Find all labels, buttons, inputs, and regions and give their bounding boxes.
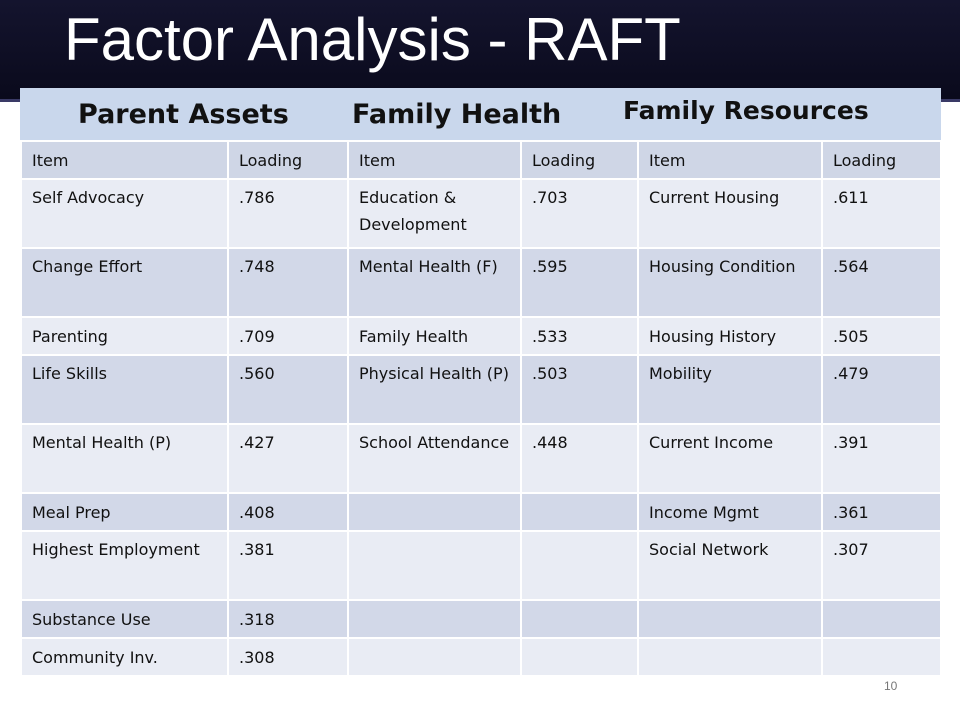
table-cell: .564 xyxy=(822,248,941,317)
column-header: Item xyxy=(21,141,228,179)
table-cell xyxy=(638,600,822,638)
factor-heading-family-resources: Family Resources xyxy=(623,96,869,125)
table-cell: .503 xyxy=(521,355,638,424)
column-header: Loading xyxy=(228,141,348,179)
table-cell: Change Effort xyxy=(21,248,228,317)
table-row xyxy=(21,493,941,531)
table-cell xyxy=(521,531,638,600)
table-cell: .408 xyxy=(228,493,348,531)
table-row xyxy=(21,600,941,638)
table-cell: Physical Health (P) xyxy=(348,355,521,424)
table-cell: Housing Condition xyxy=(638,248,822,317)
table-cell: Income Mgmt xyxy=(638,493,822,531)
factor-loadings-table xyxy=(20,140,942,677)
factor-heading-parent-assets: Parent Assets xyxy=(78,99,289,130)
table-cell: Current Income xyxy=(638,424,822,493)
factor-heading-family-health: Family Health xyxy=(352,99,562,130)
table-cell xyxy=(348,531,521,600)
column-header: Loading xyxy=(521,141,638,179)
table-cell: .361 xyxy=(822,493,941,531)
table-cell: Self Advocacy xyxy=(21,179,228,248)
table-row xyxy=(21,531,941,600)
table-cell: Current Housing xyxy=(638,179,822,248)
table-cell: .448 xyxy=(521,424,638,493)
table-cell xyxy=(521,600,638,638)
table-cell: Housing History xyxy=(638,317,822,355)
table-cell: Highest Employment xyxy=(21,531,228,600)
table-cell: Meal Prep xyxy=(21,493,228,531)
table-cell: .505 xyxy=(822,317,941,355)
table-cell: .611 xyxy=(822,179,941,248)
table-cell: Family Health xyxy=(348,317,521,355)
table-cell: .560 xyxy=(228,355,348,424)
table-cell: Social Network xyxy=(638,531,822,600)
table-cell: .595 xyxy=(521,248,638,317)
table-row xyxy=(21,355,941,424)
table-header-row xyxy=(21,141,941,179)
table-cell: .533 xyxy=(521,317,638,355)
table-cell: Community Inv. xyxy=(21,638,228,676)
table-cell: .479 xyxy=(822,355,941,424)
table-cell xyxy=(348,638,521,676)
table-cell xyxy=(822,638,941,676)
table-cell xyxy=(348,600,521,638)
column-header: Item xyxy=(348,141,521,179)
table-row xyxy=(21,248,941,317)
table-row xyxy=(21,424,941,493)
table-cell xyxy=(521,638,638,676)
title-bar xyxy=(0,0,960,102)
table-cell: .786 xyxy=(228,179,348,248)
table-cell: .307 xyxy=(822,531,941,600)
table-row xyxy=(21,317,941,355)
table-cell: Substance Use xyxy=(21,600,228,638)
table-cell: .427 xyxy=(228,424,348,493)
column-header: Loading xyxy=(822,141,941,179)
table-cell: .709 xyxy=(228,317,348,355)
page-number: 10 xyxy=(884,679,898,693)
table-cell: .318 xyxy=(228,600,348,638)
table-cell: School Attendance xyxy=(348,424,521,493)
table-cell: .748 xyxy=(228,248,348,317)
table-row xyxy=(21,179,941,248)
table-cell xyxy=(521,493,638,531)
table-cell: Mental Health (P) xyxy=(21,424,228,493)
table-cell: .391 xyxy=(822,424,941,493)
table-cell xyxy=(638,638,822,676)
table-cell: .703 xyxy=(521,179,638,248)
table-cell xyxy=(822,600,941,638)
slide-title: Factor Analysis - RAFT xyxy=(64,6,681,73)
table-cell: .308 xyxy=(228,638,348,676)
table-row xyxy=(21,638,941,676)
table-cell: Mobility xyxy=(638,355,822,424)
table-cell: Life Skills xyxy=(21,355,228,424)
column-header: Item xyxy=(638,141,822,179)
table-cell: Education & Development xyxy=(348,179,521,248)
table-cell: Mental Health (F) xyxy=(348,248,521,317)
table-cell xyxy=(348,493,521,531)
table-cell: .381 xyxy=(228,531,348,600)
table-cell: Parenting xyxy=(21,317,228,355)
